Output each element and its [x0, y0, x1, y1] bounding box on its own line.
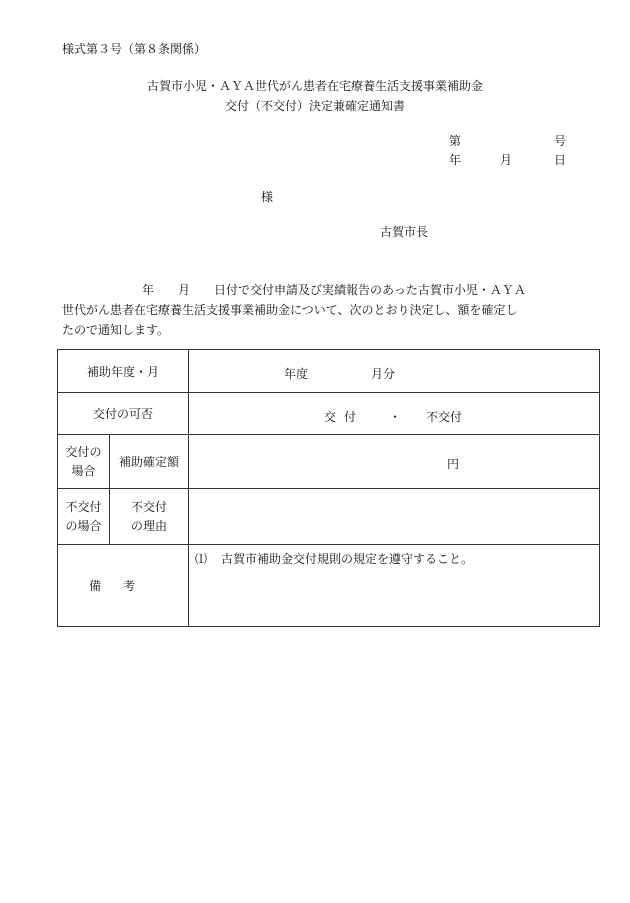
approval-options-cell [189, 393, 600, 435]
body-year: 年 [142, 283, 155, 297]
yen-unit: 円 [447, 457, 460, 471]
body-line1-text: 日付で交付申請及び実績報告のあった古賀市小児・ＡＹＡ [214, 283, 526, 297]
denial-reason-cell [189, 489, 600, 545]
remarks-cell [189, 545, 600, 627]
if-denied-label: 不交付の場合 [58, 489, 110, 545]
date-year: 年 [449, 153, 462, 167]
fiscal-value-cell [189, 350, 600, 393]
note-item [195, 550, 473, 567]
decision-table [57, 349, 600, 627]
form-number: 様式第３号（第８条関係） [62, 42, 207, 56]
fiscal-year-unit: 年度 [284, 367, 309, 381]
document-title-line1: 古賀市小児・ＡＹＡ世代がん患者在宅療養生活支援事業補助金 [146, 79, 483, 93]
deny-option: 不交付 [426, 410, 463, 424]
row-denied [58, 489, 600, 545]
approve-option: 交付 [324, 410, 365, 424]
fiscal-label: 補助年度・月 [58, 350, 189, 393]
doc-number-prefix: 第 [449, 134, 462, 148]
body-line-1 [62, 280, 567, 300]
row-fiscal [58, 350, 600, 393]
row-granted [58, 435, 600, 489]
remarks-label: 備考 [58, 545, 189, 627]
body-month: 月 [178, 283, 191, 297]
body-line-2: 世代がん患者在宅療養生活支援事業補助金について、次のとおり決定し、額を確定し [62, 303, 518, 317]
note-text: 古賀市補助金交付規則の規定を遵守すること。 [221, 552, 474, 566]
approval-label: 交付の可否 [58, 393, 189, 435]
row-approval [58, 393, 600, 435]
denial-reason-label: 不交付の理由 [110, 489, 189, 545]
document-title-line2: 交付（不交付）決定兼確定通知書 [224, 99, 405, 113]
issuer-name: 古賀市長 [380, 225, 429, 239]
doc-number-suffix: 号 [554, 134, 567, 148]
date-day: 日 [554, 153, 567, 167]
fiscal-month-unit: 月分 [371, 367, 396, 381]
if-granted-label: 交付の場合 [58, 435, 110, 489]
body-line-3: たので通知します。 [62, 323, 170, 337]
note-number: ⑴ [195, 552, 208, 566]
option-separator: ・ [389, 410, 402, 424]
recipient-honorific: 様 [261, 190, 274, 204]
confirmed-amount-cell [189, 435, 600, 489]
date-month: 月 [500, 153, 513, 167]
notice-body [62, 280, 567, 340]
confirmed-amount-label: 補助確定額 [110, 435, 189, 489]
row-remarks [58, 545, 600, 627]
